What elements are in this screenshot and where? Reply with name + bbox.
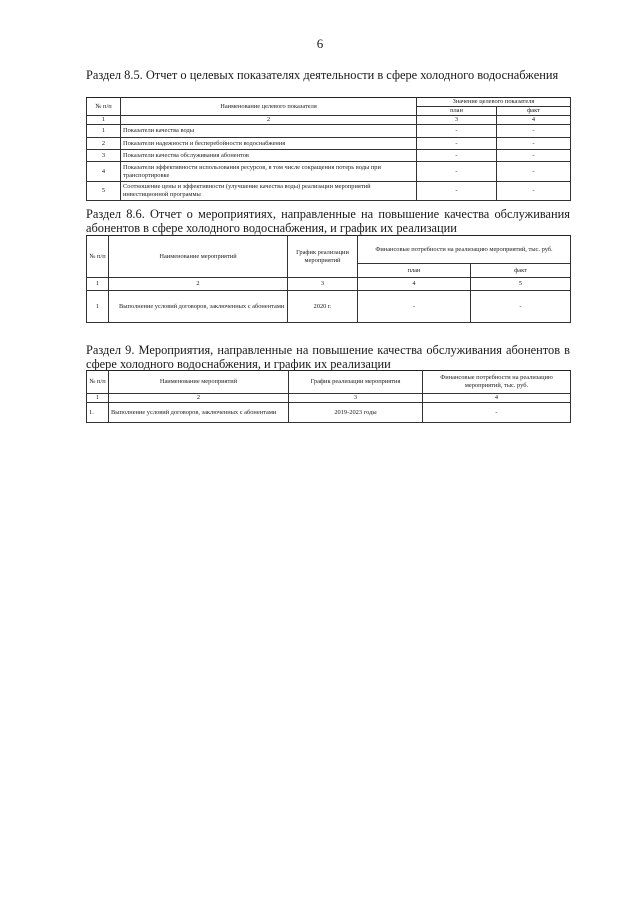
index-cell: 4	[423, 394, 571, 403]
table-row	[87, 125, 571, 138]
row-finance: -	[423, 403, 571, 423]
index-cell: 4	[358, 278, 471, 291]
header-schedule: График реализации мероприятий	[288, 236, 358, 278]
header-plan: план	[417, 107, 497, 116]
row-name: Показатели качества воды	[121, 125, 417, 138]
table-row	[87, 291, 571, 323]
row-name: Выполнение условий договоров, заключенных с абонентами	[109, 403, 289, 423]
header-finance-needs: Финансовые потребности на реализацию мероприятий, тыс. руб.	[358, 236, 571, 264]
header-activity-name: Наименование мероприятий	[109, 371, 289, 394]
row-plan: -	[358, 291, 471, 323]
index-cell: 3	[288, 278, 358, 291]
index-cell: 1	[87, 278, 109, 291]
row-num: 1.	[87, 403, 109, 423]
row-fact: -	[497, 182, 571, 201]
table-row	[87, 150, 571, 162]
service-quality-report-table	[86, 235, 571, 323]
row-num: 5	[87, 182, 121, 201]
row-fact: -	[471, 291, 571, 323]
service-quality-activities-table	[86, 370, 571, 423]
row-plan: -	[417, 162, 497, 182]
section-9-heading: Раздел 9. Мероприятия, направленные на повышение качества обслуживания абонентов в сфере холодного водоснабжения, и график их реализации	[86, 343, 570, 371]
row-fact: -	[497, 162, 571, 182]
header-fact: факт	[497, 107, 571, 116]
row-schedule: 2020 г.	[288, 291, 358, 323]
index-cell: 2	[109, 278, 288, 291]
header-finance-needs: Финансовые потребности на реализацию мероприятий, тыс. руб.	[423, 371, 571, 394]
row-num: 4	[87, 162, 121, 182]
header-plan: план	[358, 264, 471, 278]
header-activity-name: Наименование мероприятий	[109, 236, 288, 278]
header-num: № п/п	[87, 236, 109, 278]
header-indicator-name: Наименование целевого показателя	[121, 98, 417, 116]
table-row	[87, 138, 571, 150]
header-indicator-value: Значение целевого показателя	[417, 98, 571, 107]
row-num: 1	[87, 291, 109, 323]
section-8-6-heading: Раздел 8.6. Отчет о мероприятиях, направленные на повышение качества обслуживания абонентов в сфере холодного водоснабжения, и график их реализации	[86, 207, 570, 235]
row-plan: -	[417, 138, 497, 150]
index-cell: 1	[87, 116, 121, 125]
row-num: 3	[87, 150, 121, 162]
index-cell: 4	[497, 116, 571, 125]
table-row	[87, 403, 571, 423]
row-plan: -	[417, 182, 497, 201]
index-cell: 3	[289, 394, 423, 403]
row-name: Показатели эффективности использования ресурсов, в том числе сокращения потерь воды при транспортировке	[121, 162, 417, 182]
row-name: Показатели надежности и бесперебойности водоснабжения	[121, 138, 417, 150]
index-cell: 2	[121, 116, 417, 125]
row-num: 2	[87, 138, 121, 150]
header-schedule: График реализации мероприятия	[289, 371, 423, 394]
section-8-5-heading: Раздел 8.5. Отчет о целевых показателях деятельности в сфере холодного водоснабжения	[86, 68, 559, 82]
header-num: № п/п	[87, 98, 121, 116]
row-num: 1	[87, 125, 121, 138]
page-number: 6	[316, 36, 324, 51]
row-fact: -	[497, 125, 571, 138]
table-row	[87, 162, 571, 182]
target-indicators-table	[86, 97, 571, 201]
row-name: Выполнение условий договоров, заключенных с абонентами	[109, 291, 288, 323]
row-schedule: 2019-2023 годы	[289, 403, 423, 423]
row-plan: -	[417, 150, 497, 162]
header-fact: факт	[471, 264, 571, 278]
index-cell: 1	[87, 394, 109, 403]
index-cell: 3	[417, 116, 497, 125]
row-plan: -	[417, 125, 497, 138]
row-name: Соотношение цены и эффективности (улучшение качества воды) реализации мероприятий инвестиционной программы	[121, 182, 417, 201]
row-name: Показатели качества обслуживания абонентов	[121, 150, 417, 162]
header-num: № п/п	[87, 371, 109, 394]
table-row	[87, 182, 571, 201]
index-cell: 5	[471, 278, 571, 291]
row-fact: -	[497, 138, 571, 150]
row-fact: -	[497, 150, 571, 162]
index-cell: 2	[109, 394, 289, 403]
